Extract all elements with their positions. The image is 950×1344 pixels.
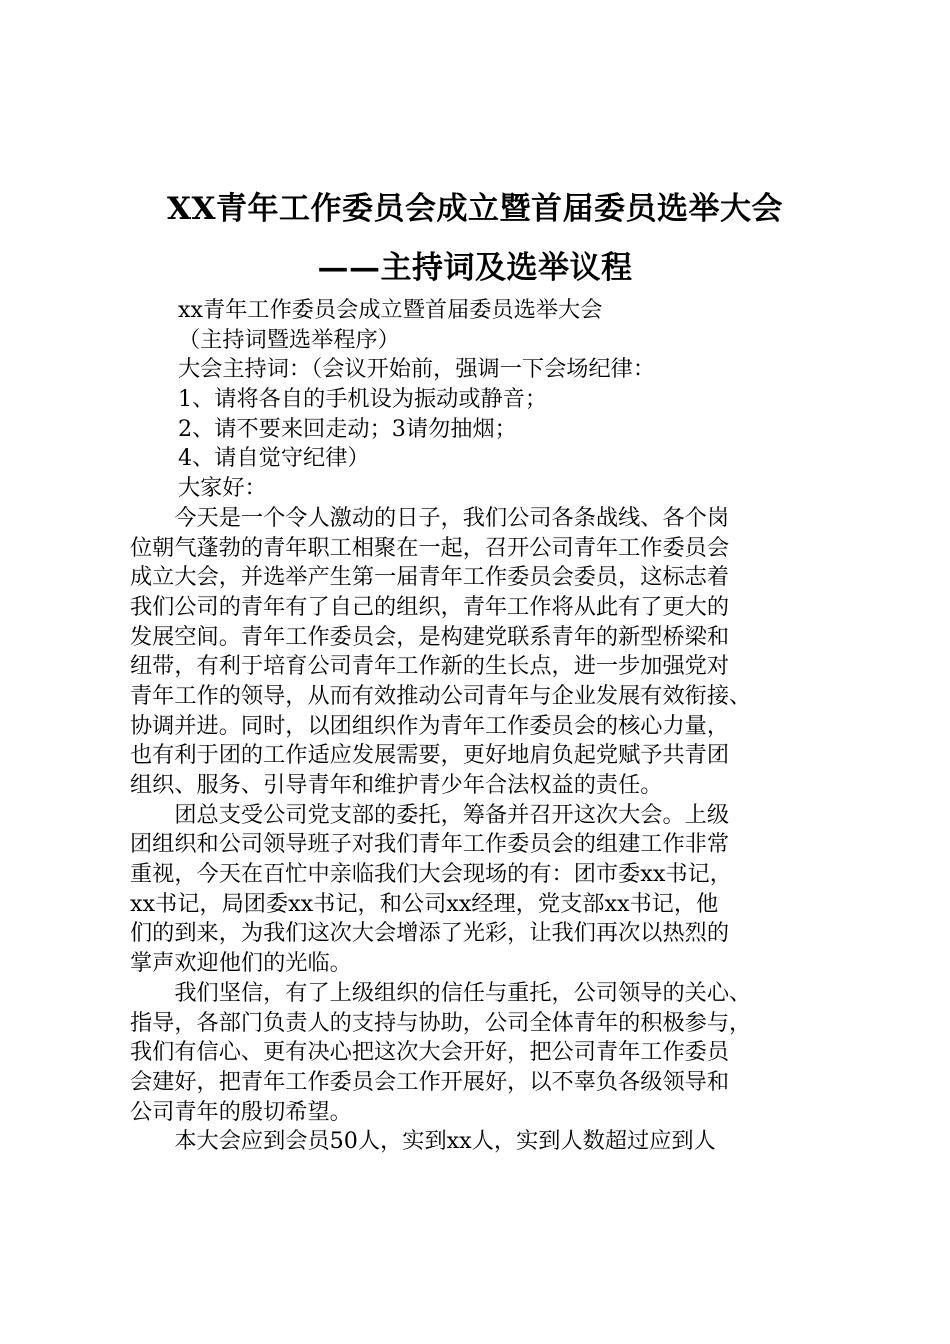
paragraph-line: 协调并进。同时，以团组织作为青年工作委员会的核心力量， <box>130 712 730 739</box>
header-line: xx青年工作委员会成立暨首届委员选举大会 <box>178 297 603 323</box>
paragraph-line: 也有利于团的工作适应发展需要，更好地肩负起党赋予共青团 <box>130 742 730 769</box>
paragraph-line: 组织、服务、引导青年和维护青少年合法权益的责任。 <box>130 772 663 798</box>
paragraph-line: 会建好，把青年工作委员会工作开展好，以不辜负各级领导和 <box>130 1068 730 1095</box>
document-body <box>130 296 830 1157</box>
paragraph-line: 本大会应到会员50人，实到xx人，实到人数超过应到人 <box>130 1128 716 1155</box>
paragraph-line: 青年工作的领导，从而有效推动公司青年与企业发展有效衔接、 <box>130 682 752 709</box>
paragraph-line: 今天是一个令人激动的日子，我们公司各条战线、各个岗 <box>130 504 730 531</box>
document-title: XX青年工作委员会成立暨首届委员选举大会 <box>166 191 784 227</box>
document-subtitle: ——主持词及选举议程 <box>317 250 633 286</box>
header-line: 4、请自觉守纪律） <box>178 445 370 472</box>
paragraph <box>130 979 830 1127</box>
paragraph-line: 发展空间。青年工作委员会，是构建党联系青年的新型桥梁和 <box>130 623 730 650</box>
header-line: 大家好： <box>178 475 267 502</box>
header-line: 1、请将各自的手机设为振动或静音； <box>178 386 548 413</box>
paragraph-line: xx书记，局团委xx书记，和公司xx经理，党支部xx书记，他 <box>130 890 719 917</box>
paragraph-line: 指导，各部门负责人的支持与协助，公司全体青年的积极参与， <box>130 1009 752 1036</box>
header-line: 2、请不要来回走动；3请勿抽烟； <box>178 415 517 442</box>
paragraph-line: 掌声欢迎他们的光临。 <box>130 950 352 977</box>
paragraph-line: 我们有信心、更有决心把这次大会开好，把公司青年工作委员 <box>130 1039 730 1066</box>
paragraph-line: 纽带，有利于培育公司青年工作新的生长点，进一步加强党对 <box>130 653 730 680</box>
paragraph-line: 团总支受公司党支部的委托，筹备并召开这次大会。上级 <box>130 801 730 828</box>
header-line: （主持词暨选举程序） <box>178 326 400 353</box>
paragraph <box>130 801 830 979</box>
paragraph <box>130 1127 830 1157</box>
paragraph-line: 重视，今天在百忙中亲临我们大会现场的有：团市委xx书记， <box>130 861 732 888</box>
paragraph-line: 成立大会，并选举产生第一届青年工作委员会委员，这标志着 <box>130 564 730 591</box>
header-line: 大会主持词：（会议开始前，强调一下会场纪律： <box>178 356 656 383</box>
paragraph-line: 位朝气蓬勃的青年职工相聚在一起，召开公司青年工作委员会 <box>130 534 730 561</box>
paragraph-line: 们的到来，为我们这次大会增添了光彩，让我们再次以热烈的 <box>130 920 730 947</box>
paragraph-line: 我们公司的青年有了自己的组织，青年工作将从此有了更大的 <box>130 593 730 620</box>
paragraph <box>130 504 830 801</box>
paragraph-line: 团组织和公司领导班子对我们青年工作委员会的组建工作非常 <box>130 831 730 858</box>
paragraph-line: 我们坚信，有了上级组织的信任与重托，公司领导的关心、 <box>130 979 752 1006</box>
paragraph-line: 公司青年的殷切希望。 <box>130 1098 352 1125</box>
